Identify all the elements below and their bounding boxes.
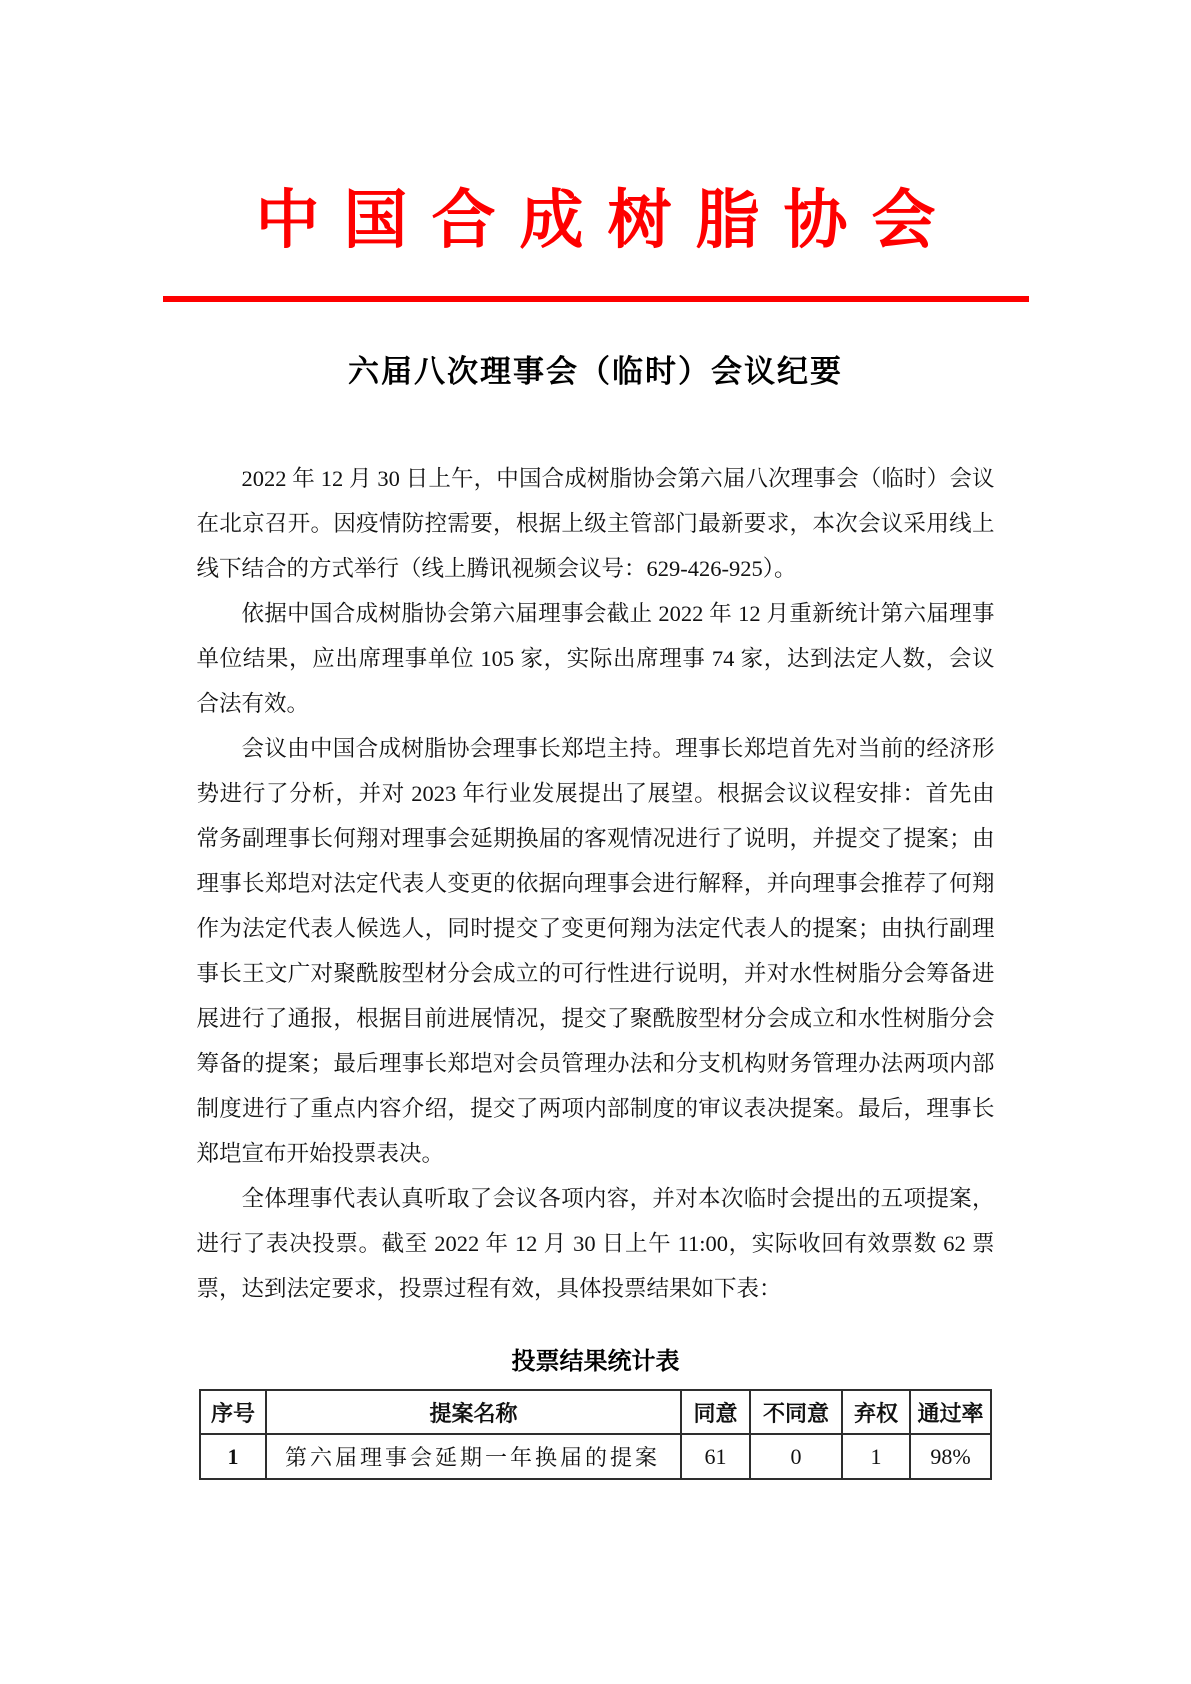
cell-pass-rate: 98% xyxy=(910,1434,991,1479)
paragraph-attendance: 依据中国合成树脂协会第六届理事会截止 2022 年 12 月重新统计第六届理事单位结果，应出席理事单位 105 家，实际出席理事 74 家，达到法定人数，会议合法有效。 xyxy=(196,601,995,716)
red-divider-rule xyxy=(163,296,1029,302)
cell-disagree: 0 xyxy=(750,1434,842,1479)
header-pass-rate: 通过率 xyxy=(910,1390,991,1434)
cell-proposal-name: 第六届理事会延期一年换届的提案 xyxy=(266,1434,681,1479)
header-proposal-name: 提案名称 xyxy=(266,1390,681,1434)
vote-results-table xyxy=(199,1389,992,1480)
table-header-row xyxy=(200,1390,991,1434)
cell-agree: 61 xyxy=(681,1434,750,1479)
cell-abstain: 1 xyxy=(842,1434,910,1479)
document-body xyxy=(197,456,995,1311)
cell-index: 1 xyxy=(200,1434,266,1479)
paragraph-agenda: 会议由中国合成树脂协会理事长郑垲主持。理事长郑垲首先对当前的经济形势进行了分析，并对 2023 年行业发展提出了展望。根据会议议程安排：首先由常务副理事长何翔对理事会延期换届的客观情况进行了说明，并提交了提案；由理事长郑垲对法定代表人变更的依据向理事会进行解释，并向理事会推荐了何翔作为法定代表人候选人，同时提交了变更何翔为法定代表人的提案；由执行副理事长王文广对聚酰胺型材分会成立的可行性进行说明，并对水性树脂分会筹备进展进行了通报，根据目前进展情况，提交了聚酰胺型材分会成立和水性树脂分会筹备的提案；最后理事长郑垲对会员管理办法和分支机构财务管理办法两项内部制度进行了重点内容介绍，提交了两项内部制度的审议表决提案。最后，理事长郑垲宣布开始投票表决。 xyxy=(196,736,995,1166)
header-agree: 同意 xyxy=(681,1390,750,1434)
header-disagree: 不同意 xyxy=(750,1390,842,1434)
header-index: 序号 xyxy=(200,1390,266,1434)
paragraph-voting-summary: 全体理事代表认真听取了会议各项内容，并对本次临时会提出的五项提案，进行了表决投票。截至 2022 年 12 月 30 日上午 11:00，实际收回有效票数 62 票票，达到法定要求，投票过程有效，具体投票结果如下表： xyxy=(196,1186,995,1301)
table-row xyxy=(200,1434,991,1479)
vote-table-title: 投票结果统计表 xyxy=(511,1349,680,1375)
document-title: 六届八次理事会（临时）会议纪要 xyxy=(348,354,843,389)
header-abstain: 弃权 xyxy=(842,1390,910,1434)
paragraph-meeting-opening: 2022 年 12 月 30 日上午，中国合成树脂协会第六届八次理事会（临时）会议在北京召开。因疫情防控需要，根据上级主管部门最新要求，本次会议采用线上线下结合的方式举行（线上腾讯视频会议号：629-426-925）。 xyxy=(196,466,995,581)
org-name-header: 中国合成树脂协会 xyxy=(255,185,960,256)
